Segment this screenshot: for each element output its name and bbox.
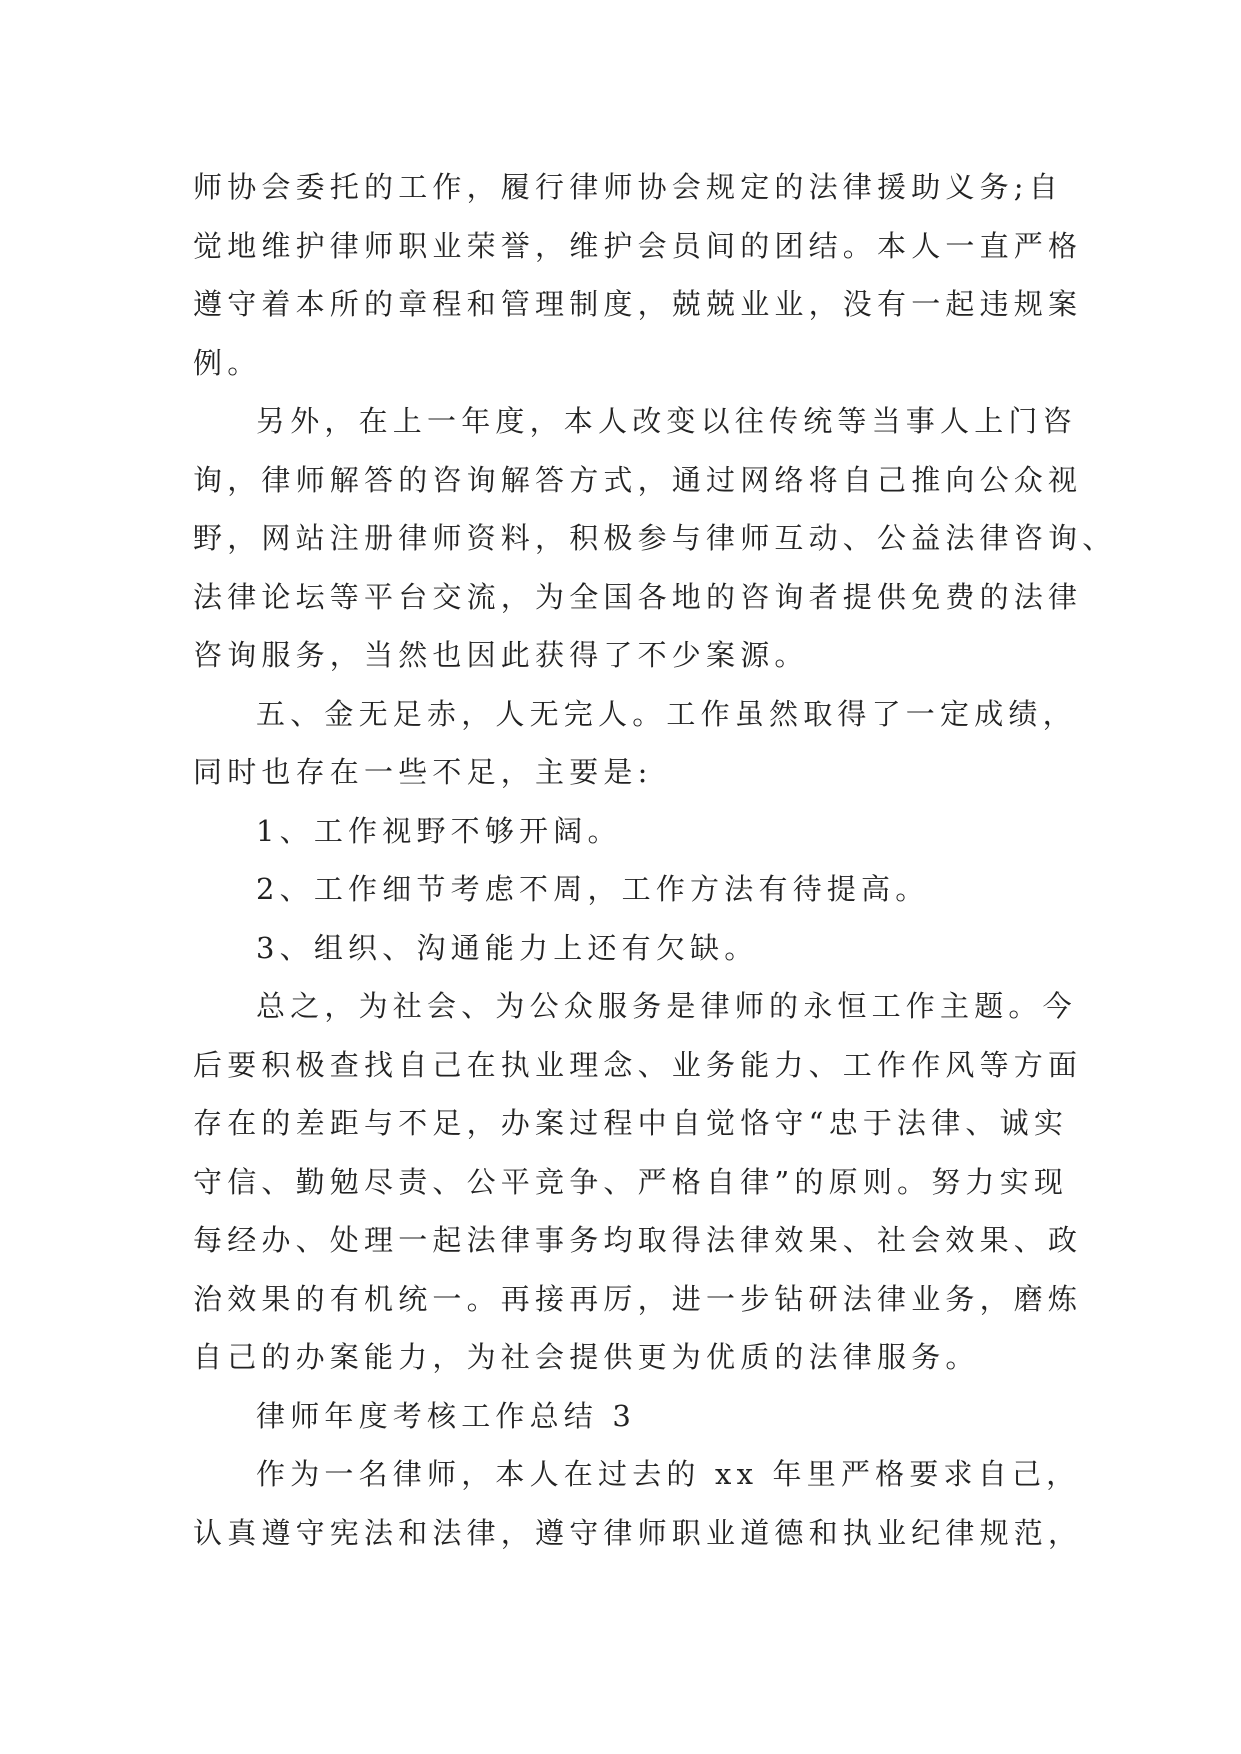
paragraph: [193, 977, 1083, 1387]
text-line: 守信、勤勉尽责、公平竞争、严格自律”的原则。努力实现: [193, 1164, 1069, 1199]
text-line: 五、金无足赤，人无完人。工作虽然取得了一定成绩，: [256, 696, 1077, 731]
text-line: 存在的差距与不足，办案过程中自觉恪守“忠于法律、诚实: [193, 1106, 1069, 1140]
text-line: 3、组织、沟通能力上还有欠缺。: [256, 930, 759, 965]
paragraph: [193, 685, 1077, 802]
document-body: [193, 158, 1117, 1562]
text-line: 总之，为社会、为公众服务是律师的永恒工作主题。今: [256, 989, 1077, 1023]
text-line: 觉地维护律师职业荣誉，维护会员间的团结。本人一直严格: [193, 228, 1083, 263]
paragraph: [193, 392, 1117, 685]
text-line: 遵守着本所的章程和管理制度，兢兢业业，没有一起违规案: [193, 287, 1083, 321]
text-line: 治效果的有机统一。再接再厉，进一步钻研法律业务，磨炼: [193, 1281, 1083, 1316]
text-line: 野，网站注册律师资料，积极参与律师互动、公益法律咨询、: [193, 521, 1117, 555]
text-line: 后要积极查找自己在执业理念、业务能力、工作作风等方面: [193, 1047, 1083, 1082]
text-line: 法律论坛等平台交流，为全国各地的咨询者提供免费的法律: [193, 579, 1083, 614]
text-line: 每经办、处理一起法律事务均取得法律效果、社会效果、政: [193, 1223, 1083, 1257]
text-line: 另外，在上一年度，本人改变以往传统等当事人上门咨: [256, 404, 1077, 438]
text-line: 咨询服务，当然也因此获得了不少案源。: [193, 638, 809, 672]
paragraph: [193, 1445, 1083, 1562]
heading-text: 律师年度考核工作总结 3: [256, 1398, 637, 1433]
text-line: 1、工作视野不够开阔。: [256, 813, 622, 848]
list-item: [193, 860, 1053, 919]
section-heading: [193, 1387, 1053, 1446]
text-line: 询，律师解答的咨询解答方式，通过网络将自己推向公众视: [193, 462, 1083, 497]
text-line: 例。: [193, 345, 262, 380]
text-line: 2、工作细节考虑不周，工作方法有待提高。: [256, 872, 930, 906]
text-line: 自己的办案能力，为社会提供更为优质的法律服务。: [193, 1340, 980, 1374]
text-line: 同时也存在一些不足，主要是:: [193, 755, 653, 789]
text-line: 作为一名律师，本人在过去的 xx 年里严格要求自己，: [256, 1457, 1081, 1491]
paragraph: [193, 158, 1083, 392]
text-line: 师协会委托的工作，履行律师协会规定的法律援助义务;自: [193, 170, 1063, 204]
list-item: [193, 802, 1053, 861]
list-item: [193, 919, 1053, 978]
text-line: 认真遵守宪法和法律，遵守律师职业道德和执业纪律规范，: [193, 1515, 1083, 1550]
